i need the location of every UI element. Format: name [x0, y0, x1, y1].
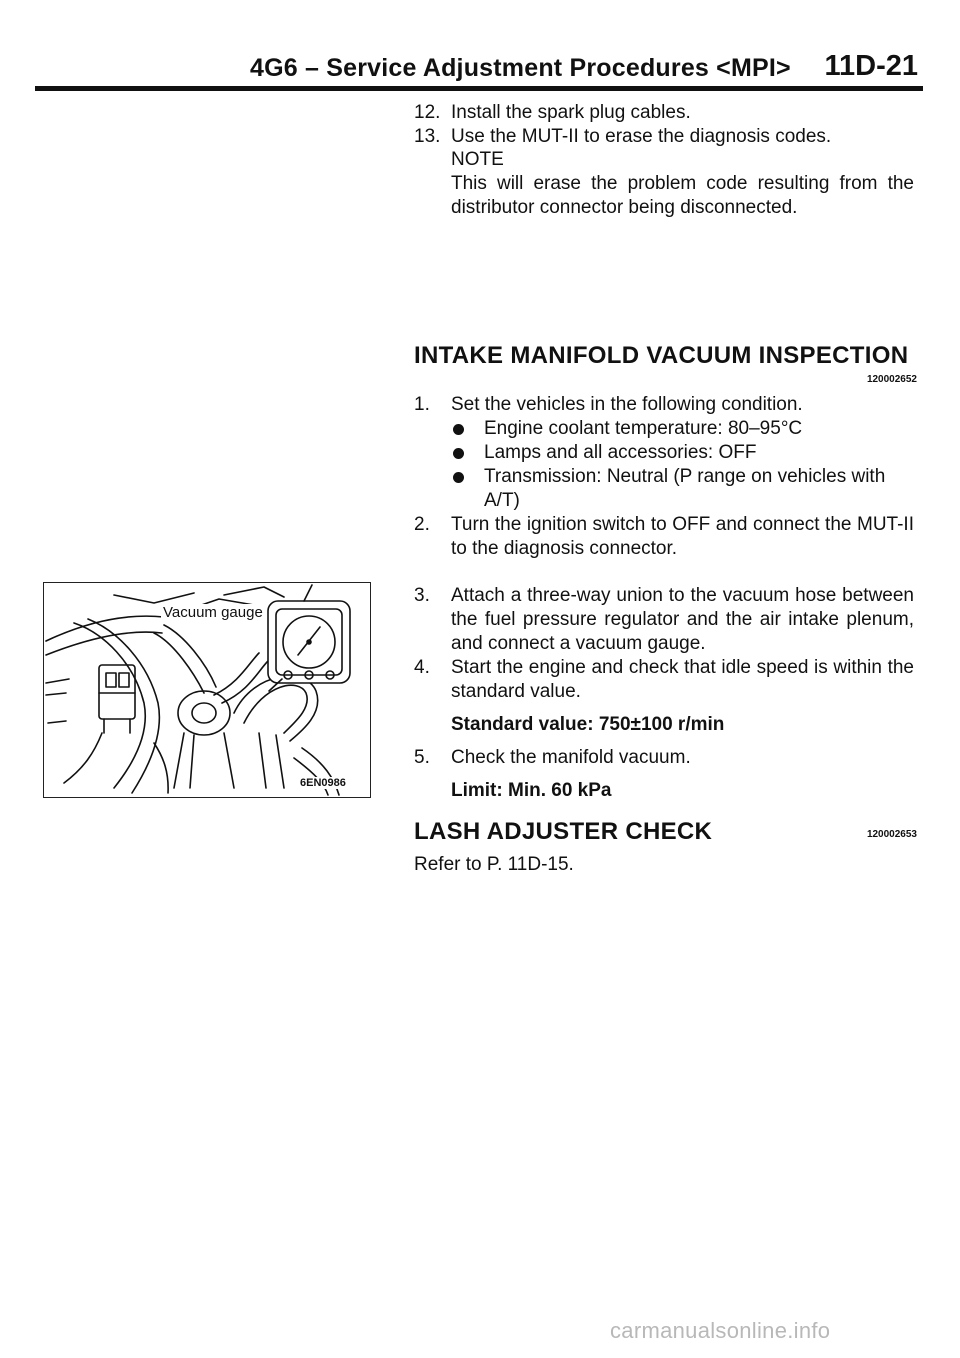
step-text: Install the spark plug cables.	[451, 102, 691, 123]
step-text: Start the engine and check that idle speed is within the standard value.	[451, 657, 914, 702]
intake-step-1	[414, 393, 914, 417]
condition-bullet	[414, 417, 914, 441]
bullet-dot-icon	[453, 448, 464, 459]
intake-steps-3-5	[414, 584, 914, 803]
lash-reference: Refer to P. 11D-15.	[414, 854, 574, 875]
step-number: 5.	[414, 747, 430, 768]
vacuum-gauge-figure	[43, 582, 371, 798]
step-text: Set the vehicles in the following condition.	[451, 394, 803, 415]
step-text: Check the manifold vacuum.	[451, 747, 691, 768]
figure-id: 6EN0986	[300, 777, 346, 789]
condition-bullet	[414, 441, 914, 465]
step-12	[414, 101, 914, 125]
step-number: 13.	[414, 126, 441, 147]
intake-step-2	[414, 513, 914, 561]
note-text: This will erase the problem code resulting from the distributor connector being disconnected.	[451, 173, 914, 218]
step-number: 2.	[414, 514, 430, 535]
limit-value	[414, 779, 914, 803]
condition-bullet	[414, 465, 914, 513]
header-rule	[35, 86, 923, 91]
bullet-text: Engine coolant temperature: 80–95°C	[484, 418, 803, 439]
step-text: Use the MUT-II to erase the diagnosis codes.	[451, 126, 832, 147]
page-number: 11D-21	[824, 50, 918, 82]
page-header-title: 4G6 – Service Adjustment Procedures <MPI>	[250, 54, 791, 82]
step-number: 3.	[414, 585, 430, 606]
intake-step-3	[414, 584, 914, 656]
step-number: 12.	[414, 102, 441, 123]
lash-section-code: 120002653	[866, 829, 917, 840]
watermark: carmanualsonline.info	[610, 1318, 831, 1343]
figure-label: Vacuum gauge	[163, 604, 263, 621]
step-13	[414, 125, 914, 149]
standard-value-text: Standard value: 750±100 r/min	[451, 714, 725, 735]
limit-value-text: Limit: Min. 60 kPa	[451, 780, 612, 801]
intake-step-5	[414, 746, 914, 770]
bullet-text: Transmission: Neutral (P range on vehicles with A/T)	[484, 466, 886, 511]
step-number: 1.	[414, 394, 430, 415]
intake-steps-1-2	[414, 393, 914, 561]
step-number: 4.	[414, 657, 430, 678]
bullet-text: Lamps and all accessories: OFF	[484, 442, 757, 463]
intro-steps	[414, 101, 914, 149]
note-block	[451, 148, 914, 220]
intake-step-4	[414, 656, 914, 704]
bullet-dot-icon	[453, 424, 464, 435]
note-label: NOTE	[451, 149, 504, 170]
intake-section-title: INTAKE MANIFOLD VACUUM INSPECTION	[414, 342, 909, 369]
step-text: Turn the ignition switch to OFF and connect the MUT-II to the diagnosis connector.	[451, 514, 914, 559]
intake-section-code: 120002652	[866, 374, 917, 385]
lash-section-title: LASH ADJUSTER CHECK	[414, 818, 713, 845]
standard-value	[414, 713, 914, 737]
step-text: Attach a three-way union to the vacuum hose between the fuel pressure regulator and the air intake plenum, and connect a vacuum gauge.	[451, 585, 914, 654]
bullet-dot-icon	[453, 472, 464, 483]
